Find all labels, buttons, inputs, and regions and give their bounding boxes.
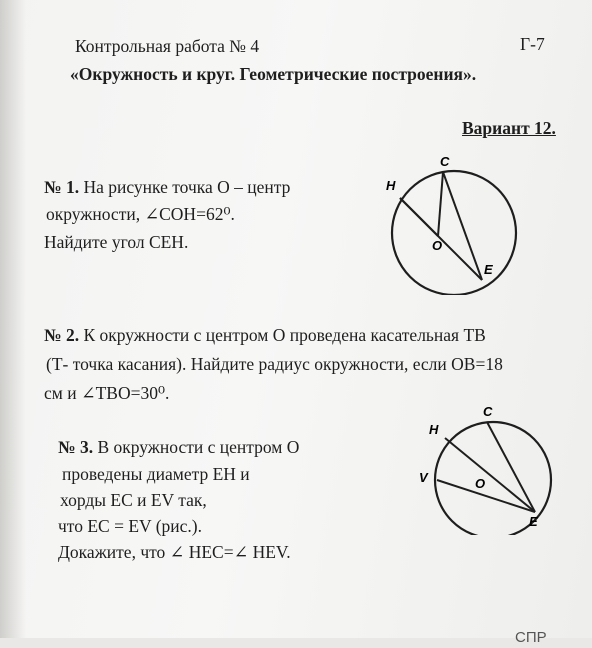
label-c: C: [440, 154, 450, 169]
variant-label: Вариант 12.: [462, 118, 556, 138]
problem3-line3: хорды ЕС и EV так,: [60, 490, 207, 510]
problem1-text1: На рисунке точка О – центр: [83, 177, 291, 197]
problem1-line3: Найдите угол СЕН.: [44, 232, 189, 252]
radius-oc: [438, 172, 443, 236]
label-v: V: [419, 470, 428, 485]
label-e: E: [484, 262, 493, 277]
problem1-number: № 1.: [44, 177, 80, 197]
problem3-line2: проведены диаметр ЕН и: [62, 464, 250, 484]
problem1-circle: [392, 171, 516, 295]
footer-cut-text: СПР: [515, 629, 547, 646]
problem3-text1: В окружности с центром О: [97, 437, 300, 457]
problem1-line2: окружности, ∠СОН=62⁰.: [46, 204, 235, 224]
problem3-line5: Докажите, что ∠ НЕС=∠ HEV.: [58, 542, 291, 562]
problem1-figure: [370, 150, 540, 295]
problem1-line1: [44, 177, 290, 197]
problem2-line3: см и ∠ТВО=30⁰.: [44, 383, 170, 403]
label-h: H: [386, 178, 396, 193]
problem2-text1: К окружности с центром О проведена касательная ТВ: [83, 325, 486, 345]
label-o: O: [475, 476, 486, 491]
problem2-line1: [44, 325, 486, 345]
worksheet-code: Г-7: [520, 34, 545, 54]
label-h: H: [429, 422, 439, 437]
problem2-line2: (Т- точка касания). Найдите радиус окружности, если ОВ=18: [46, 354, 503, 374]
problem3-figure: [415, 400, 575, 535]
label-c: C: [483, 404, 493, 419]
problem3-number: № 3.: [58, 437, 94, 457]
page-edge-shadow: [0, 0, 26, 638]
problem2-number: № 2.: [44, 325, 80, 345]
diameter-he: [445, 438, 535, 512]
problem3-line4: что ЕС = EV (рис.).: [58, 516, 202, 536]
worksheet-title: Контрольная работа № 4: [75, 36, 260, 56]
label-o: O: [432, 238, 443, 253]
chord-ce: [443, 172, 482, 280]
worksheet-subtitle: «Окружность и круг. Геометрические построения».: [70, 64, 477, 84]
label-e: E: [529, 514, 538, 529]
problem3-line1: [58, 437, 299, 457]
